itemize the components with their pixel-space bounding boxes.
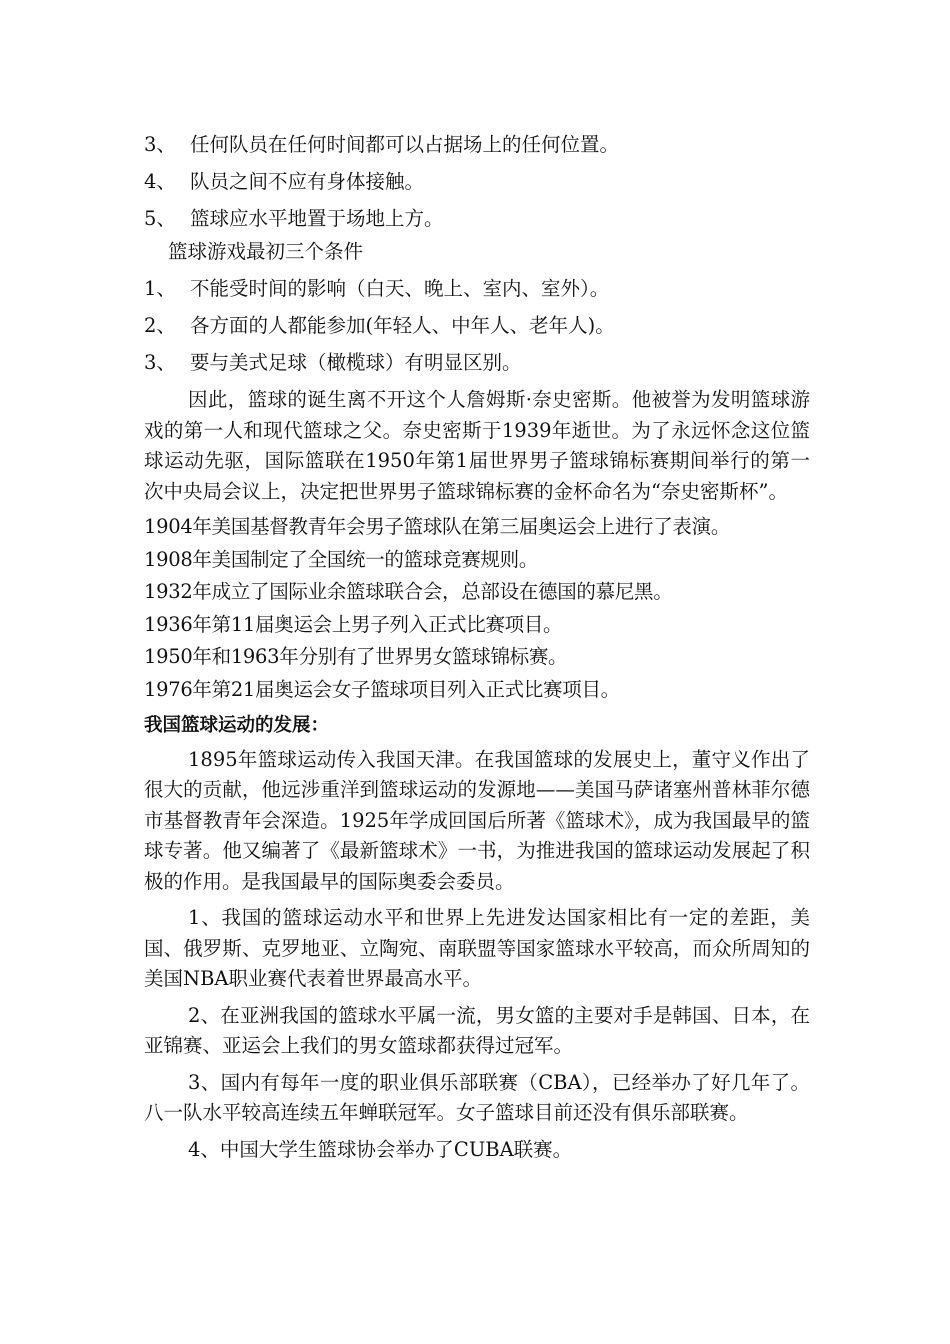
list-item [144,309,810,342]
list-number: 1、 [144,277,176,300]
timeline-item: 1936年第11届奥运会上男子列入正式比赛项目。 [144,612,563,636]
list-text: 各方面的人都能参加(年轻人、中年人、老年人)。 [190,314,615,337]
list-number: 4、 [144,170,176,193]
timeline-item: 1904年美国基督教青年会男子篮球队在第三届奥运会上进行了表演。 [144,515,731,538]
point-paragraph: 2、在亚洲我国的篮球水平属一流，男女篮的主要对手是韩国、日本，在亚锦赛、亚运会上我们的男女篮球都获得过冠军。 [144,1003,810,1058]
conditions-heading: 篮球游戏最初三个条件 [168,240,364,263]
list-number: 3、 [144,133,176,156]
timeline-list [144,511,810,707]
list-text: 要与美式足球（橄榄球）有明显区别。 [190,351,522,374]
list-text: 篮球应水平地置于场地上方。 [190,207,444,230]
list-number: 3、 [144,351,176,374]
timeline-item: 1932年成立了国际业余篮球联合会，总部设在德国的慕尼黑。 [144,580,673,604]
history-paragraph: 1895年篮球运动传入我国天津。在我国篮球的发展史上，董守义作出了很大的贡献，他远涉重洋到篮球运动的发源地——美国马萨诸塞州普林菲尔德市基督教青年会深造。1925年学成回国后所著《篮球术》，成为我国最早的篮球专著。他又编著了《最新篮球术》一书，为推进我国的篮球运动发展起了积极的作用。是我国最早的国际奥委会委员。 [144,747,810,893]
list-text: 不能受时间的影响（白天、晚上、室内、室外）。 [190,277,610,300]
point-paragraph: 3、国内有每年一度的职业俱乐部联赛（CBA），已经举办了好几年了。八一队水平较高连续五年蝉联冠军。女子篮球目前还没有俱乐部联赛。 [144,1070,810,1125]
list-item [144,346,810,379]
section-heading: 我国篮球运动的发展： [144,714,330,736]
timeline-item: 1976年第21届奥运会女子篮球项目列入正式比赛项目。 [144,677,620,701]
list-item [144,202,810,235]
rules-list [144,128,810,235]
timeline-item: 1908年美国制定了全国统一的篮球竞赛规则。 [144,547,539,571]
list-item [144,128,810,161]
naismith-paragraph: 因此，篮球的诞生离不开这个人詹姆斯·奈史密斯。他被誉为发明篮球游戏的第一人和现代篮球之父。奈史密斯于1939年逝世。为了永远怀念这位篮球运动先驱，国际篮联在1950年第1届世界男子篮球锦标赛期间举行的第一次中央局会议上，决定把世界男子篮球锦标赛的金杯命名为“奈史密斯杯”。 [144,388,810,503]
timeline-item: 1950年和1963年分别有了世界男女篮球锦标赛。 [144,645,568,669]
list-item [144,165,810,198]
list-text: 任何队员在任何时间都可以占据场上的任何位置。 [190,133,620,156]
point-paragraph: 1、我国的篮球运动水平和世界上先进发达国家相比有一定的差距，美国、俄罗斯、克罗地亚、立陶宛、南联盟等国家篮球水平较高，而众所周知的美国NBA职业赛代表着世界最高水平。 [144,906,810,991]
list-number: 2、 [144,314,176,337]
list-text: 队员之间不应有身体接触。 [190,170,425,193]
point-paragraph: 4、中国大学生篮球协会举办了CUBA联赛。 [188,1137,573,1161]
document-body [144,124,810,1165]
list-number: 5、 [144,207,176,230]
conditions-list [144,272,810,379]
list-item [144,272,810,305]
